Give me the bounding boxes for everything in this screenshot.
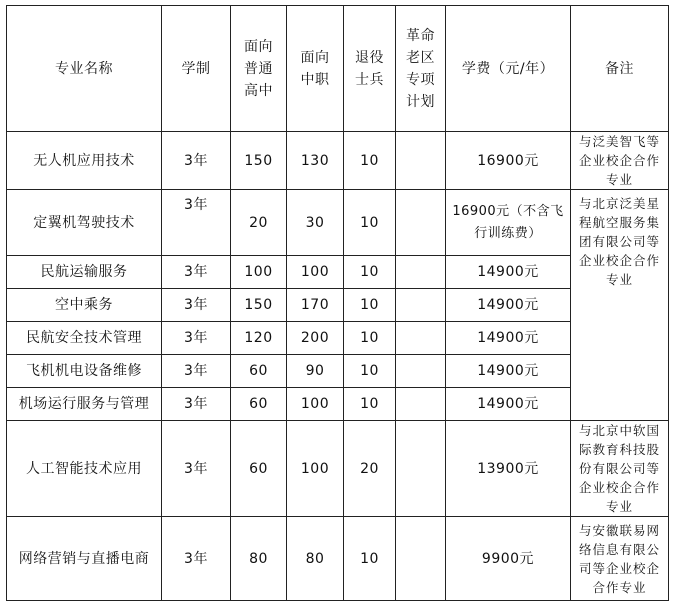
- cell-general-high: 60: [231, 421, 287, 517]
- cell-tuition: 14900元: [446, 322, 571, 355]
- header-tuition: 学费（元/年）: [446, 6, 571, 132]
- header-duration: 学制: [162, 6, 231, 132]
- table-row: [7, 388, 669, 421]
- cell-tuition: 16900元（不含飞行训练费）: [446, 190, 571, 256]
- cell-remarks-4: 与安徽联易网络信息有限公司等企业校企合作专业: [571, 517, 669, 601]
- cell-duration: 3年: [162, 289, 231, 322]
- cell-revolutionary: [396, 190, 446, 256]
- cell-vocational: 100: [287, 256, 344, 289]
- cell-tuition: 14900元: [446, 256, 571, 289]
- cell-vocational: 90: [287, 355, 344, 388]
- cell-remarks-1: 与泛美智飞等企业校企合作专业: [571, 132, 669, 190]
- table-row: [7, 256, 669, 289]
- cell-vocational: 200: [287, 322, 344, 355]
- cell-duration: 3年: [162, 388, 231, 421]
- cell-remarks-3: 与北京中软国际教育科技股份有限公司等企业校企合作专业: [571, 421, 669, 517]
- cell-general-high: 150: [231, 132, 287, 190]
- cell-tuition: 16900元: [446, 132, 571, 190]
- header-remarks: 备注: [571, 6, 669, 132]
- cell-major: 机场运行服务与管理: [7, 388, 162, 421]
- cell-general-high: 60: [231, 355, 287, 388]
- cell-vocational: 170: [287, 289, 344, 322]
- cell-general-high: 100: [231, 256, 287, 289]
- cell-veterans: 10: [344, 289, 396, 322]
- cell-revolutionary: [396, 132, 446, 190]
- admissions-table: [6, 5, 669, 601]
- cell-duration: 3年: [162, 421, 231, 517]
- cell-veterans: 10: [344, 517, 396, 601]
- cell-major: 空中乘务: [7, 289, 162, 322]
- table-row: [7, 517, 669, 601]
- cell-veterans: 10: [344, 256, 396, 289]
- table-row: [7, 322, 669, 355]
- cell-major: 定翼机驾驶技术: [7, 190, 162, 256]
- cell-tuition: 14900元: [446, 388, 571, 421]
- table-row: [7, 355, 669, 388]
- cell-tuition: 14900元: [446, 355, 571, 388]
- cell-general-high: 60: [231, 388, 287, 421]
- cell-duration: 3年: [162, 190, 231, 256]
- cell-general-high: 20: [231, 190, 287, 256]
- cell-major: 民航运输服务: [7, 256, 162, 289]
- table-row: [7, 421, 669, 517]
- cell-duration: 3年: [162, 322, 231, 355]
- table-row: [7, 190, 669, 256]
- cell-veterans: 20: [344, 421, 396, 517]
- cell-veterans: 10: [344, 388, 396, 421]
- header-vocational: 面向 中职: [287, 6, 344, 132]
- cell-major: 无人机应用技术: [7, 132, 162, 190]
- cell-vocational: 100: [287, 421, 344, 517]
- cell-revolutionary: [396, 256, 446, 289]
- cell-major: 网络营销与直播电商: [7, 517, 162, 601]
- cell-major: 民航安全技术管理: [7, 322, 162, 355]
- cell-vocational: 130: [287, 132, 344, 190]
- table-row: [7, 289, 669, 322]
- cell-revolutionary: [396, 388, 446, 421]
- cell-revolutionary: [396, 517, 446, 601]
- header-veterans: 退役 士兵: [344, 6, 396, 132]
- cell-major: 飞机机电设备维修: [7, 355, 162, 388]
- cell-general-high: 120: [231, 322, 287, 355]
- cell-revolutionary: [396, 421, 446, 517]
- cell-veterans: 10: [344, 132, 396, 190]
- cell-vocational: 30: [287, 190, 344, 256]
- header-row: [7, 6, 669, 132]
- cell-duration: 3年: [162, 256, 231, 289]
- cell-general-high: 150: [231, 289, 287, 322]
- cell-veterans: 10: [344, 322, 396, 355]
- cell-major: 人工智能技术应用: [7, 421, 162, 517]
- cell-duration: 3年: [162, 355, 231, 388]
- cell-vocational: 100: [287, 388, 344, 421]
- cell-revolutionary: [396, 289, 446, 322]
- header-general-high: 面向 普通 高中: [231, 6, 287, 132]
- cell-general-high: 80: [231, 517, 287, 601]
- header-major: 专业名称: [7, 6, 162, 132]
- cell-duration: 3年: [162, 132, 231, 190]
- cell-veterans: 10: [344, 355, 396, 388]
- header-revolutionary: 革命 老区 专项 计划: [396, 6, 446, 132]
- cell-vocational: 80: [287, 517, 344, 601]
- cell-remarks-2: 与北京泛美星程航空服务集团有限公司等企业校企合作专业: [571, 190, 669, 421]
- cell-duration: 3年: [162, 517, 231, 601]
- cell-tuition: 9900元: [446, 517, 571, 601]
- cell-tuition: 13900元: [446, 421, 571, 517]
- cell-tuition: 14900元: [446, 289, 571, 322]
- cell-revolutionary: [396, 355, 446, 388]
- cell-veterans: 10: [344, 190, 396, 256]
- table-row: [7, 132, 669, 190]
- cell-revolutionary: [396, 322, 446, 355]
